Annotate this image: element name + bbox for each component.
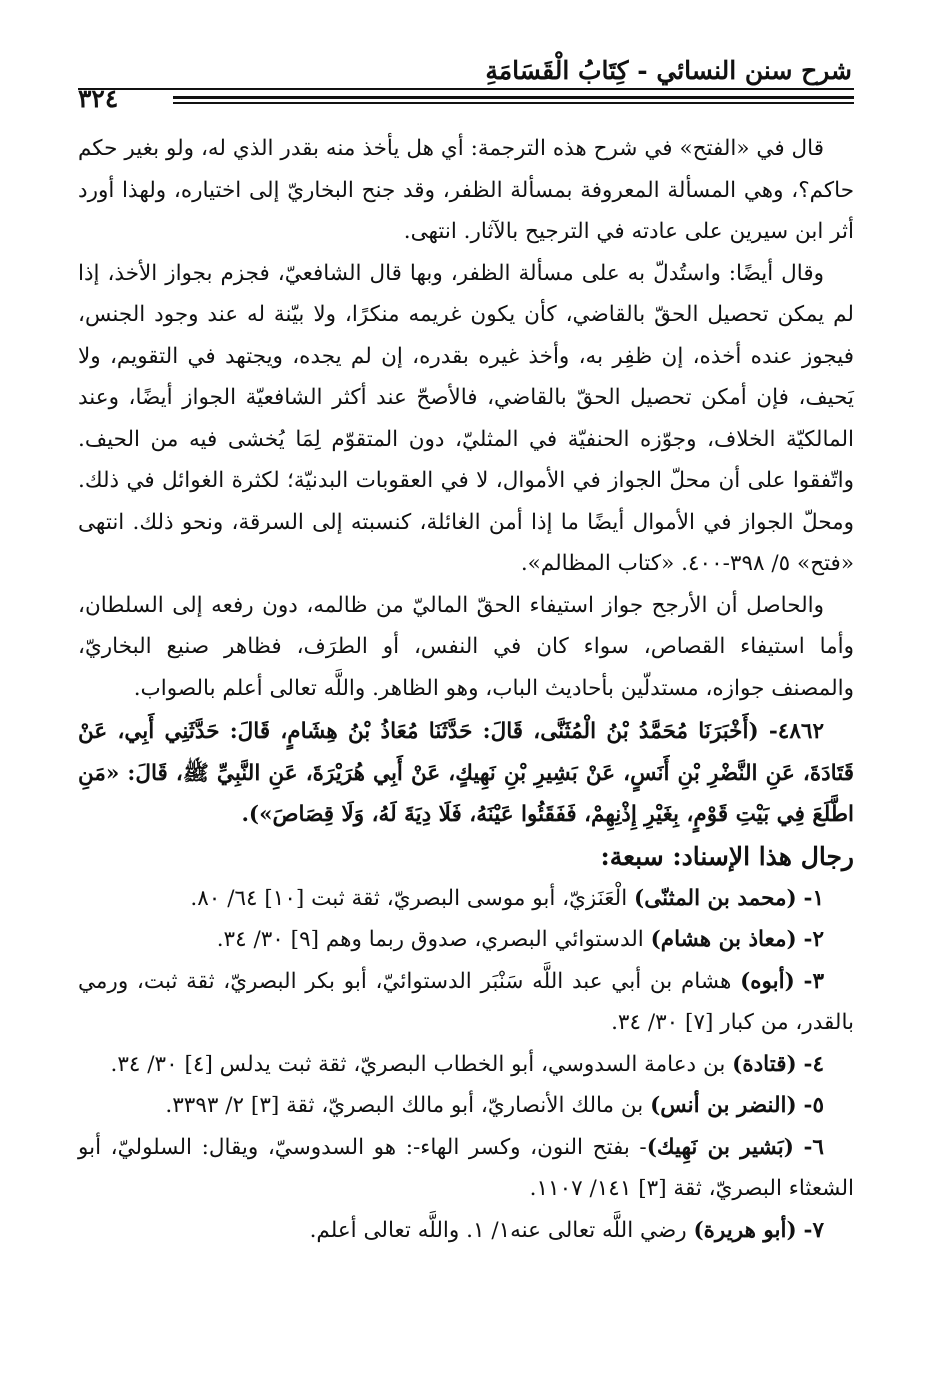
header-rule-thin [78, 88, 854, 90]
narrator-entry [78, 1210, 854, 1252]
narrator-entry [78, 1044, 854, 1086]
narrator-details: بن دعامة السدوسي، أبو الخطاب البصريّ، ثقة ثبت يدلس [٤] ٣٠/ ٣٤. [110, 1051, 733, 1077]
narrator-name: (أبوه) [740, 968, 795, 994]
narrator-details: رضي اللَّه تعالى عنه١/ ١. واللَّه تعالى أعلم. [309, 1217, 694, 1243]
header-rule-lower [173, 102, 854, 104]
narrator-number: ١- [803, 885, 824, 911]
page-body [78, 128, 854, 1251]
paragraph: وقال أيضًا: واستُدلّ به على مسألة الظفر، وبها قال الشافعيّ، فجزم بجواز الأخذ، إذا لم يمكن تحصيل الحقّ بالقاضي، كأن يكون غريمه منكرًا، ولا بيّنة له عند وجود الجنس، فيجوز عنده أخذه، إن ظفِر به، وأخذ غيره بقدره، إن لم يجده، ويجتهد في التقويم، ولا يَحيف، فإن أمكن تحصيل الحقّ بالقاضي، فالأصحّ عند أكثر الشافعيّة الجواز أيضًا، وعند المالكيّة الخلاف، وجوّزه الحنفيّة في المثليّ، دون المتقوّم لِمَا يُخشى فيه من الحيف. واتّفقوا على أن محلّ الجواز في الأموال، لا في العقوبات البدنيّة؛ لكثرة الغوائل في ذلك. ومحلّ الجواز في الأموال أيضًا ما إذا أمن الغائلة، كنسبته إلى السرقة، ونحو ذلك. انتهى «فتح» ٥/ ٣٩٨-٤٠٠. «كتاب المظالم». [78, 260, 854, 576]
narrator-entry [78, 919, 854, 961]
paragraph: قال في «الفتح» في شرح هذه الترجمة: أي هل يأخذ منه بقدر الذي له، ولو بغير حكم حاكم؟، وهي المسألة المعروفة بمسألة الظفر، وقد جنح البخاريّ إلى اختياره، ولهذا أورد أثر ابن سيرين على عادته في الترجيح بالآثار. انتهى. [78, 136, 854, 244]
page-header [78, 52, 854, 112]
narrator-entry [78, 1085, 854, 1127]
narrator-name: (النضر بن أنس) [650, 1093, 797, 1118]
narrator-name: (معاذ بن هشام) [650, 927, 797, 952]
narrator-number: ٧- [803, 1217, 824, 1243]
narrator-number: ٥- [803, 1093, 824, 1118]
header-rule-thick [173, 96, 854, 99]
narrator-name: (أبو هريرة) [693, 1217, 797, 1243]
page-number: ٣٢٤ [78, 84, 119, 113]
running-title: شرح سنن النسائي - كِتَابُ الْقَسَامَةِ [485, 56, 852, 85]
narrator-entry [78, 961, 854, 1044]
section-heading: رجال هذا الإسناد: سبعة: [600, 841, 854, 871]
narrator-details: بن مالك الأنصاريّ، أبو مالك البصريّ، ثقة [٣] ٢/ ٣٣٩٣. [165, 1093, 651, 1118]
narrator-number: ٣- [803, 968, 824, 994]
narrator-details: الدستوائي البصري، صدوق ربما وهم [٩] ٣٠/ ٣٤. [216, 927, 651, 952]
narrator-number: ٤- [803, 1051, 824, 1077]
narrator-number: ٦- [803, 1134, 824, 1160]
narrator-details: هشام بن أبي عبد اللَّه سَنْبَر الدستوائيّ، أبو بكر البصريّ، ثقة ثبت، ورمي بالقدر، من كبار [٧] ٣٠/ ٣٤. [78, 968, 854, 1035]
narrator-details: - بفتح النون، وكسر الهاء-: هو السدوسيّ، ويقال: السلوليّ، أبو الشعثاء البصريّ، ثقة [٣] ١٤١/ ١١٠٧. [78, 1134, 854, 1201]
narrator-entry [78, 1127, 854, 1210]
narrator-name: (قتادة) [732, 1051, 797, 1077]
narrator-name: (بَشير بن نَهِيك) [646, 1134, 794, 1160]
narrator-number: ٢- [803, 927, 824, 952]
narrator-name: (محمد بن المثنّى) [634, 885, 797, 911]
paragraph: والحاصل أن الأرجح جواز استيفاء الحقّ الماليّ من ظالمه، دون رفعه إلى السلطان، وأما استيفاء القصاص، سواء كان في النفس، أو الطرَف، فظاهر صنيع البخاريّ، والمصنف جوازه، مستدلّين بأحاديث الباب، وهو الظاهر. واللَّه تعالى أعلم بالصواب. [78, 592, 854, 701]
narrator-details: الْعَنَزيّ، أبو موسى البصريّ، ثقة ثبت [١٠] ٦٤/ ٨٠. [190, 885, 635, 911]
narrator-entry [78, 878, 854, 920]
hadith-text: ٤٨٦٢- (أَخْبَرَنَا مُحَمَّدُ بْنُ الْمُثَنَّى، قَالَ: حَدَّثَنَا مُعَاذُ بْنُ هِشَامٍ، قَالَ: حَدَّثَنِي أَبِي، عَنْ قَتَادَةَ، عَنِ النَّضْرِ بْنِ أَنَسٍ، عَنْ بَشِيرِ بْنِ نَهِيكٍ، عَنْ أَبِي هُرَيْرَةَ، عَنِ النَّبِيِّ ﷺ، قَالَ: «مَنِ اطَّلَعَ فِي بَيْتِ قَوْمٍ، بِغَيْرِ إِذْنِهِمْ، فَفَقَئُوا عَيْنَهُ، فَلَا دِيَةَ لَهُ، وَلَا قِصَاصَ»). [78, 719, 854, 827]
